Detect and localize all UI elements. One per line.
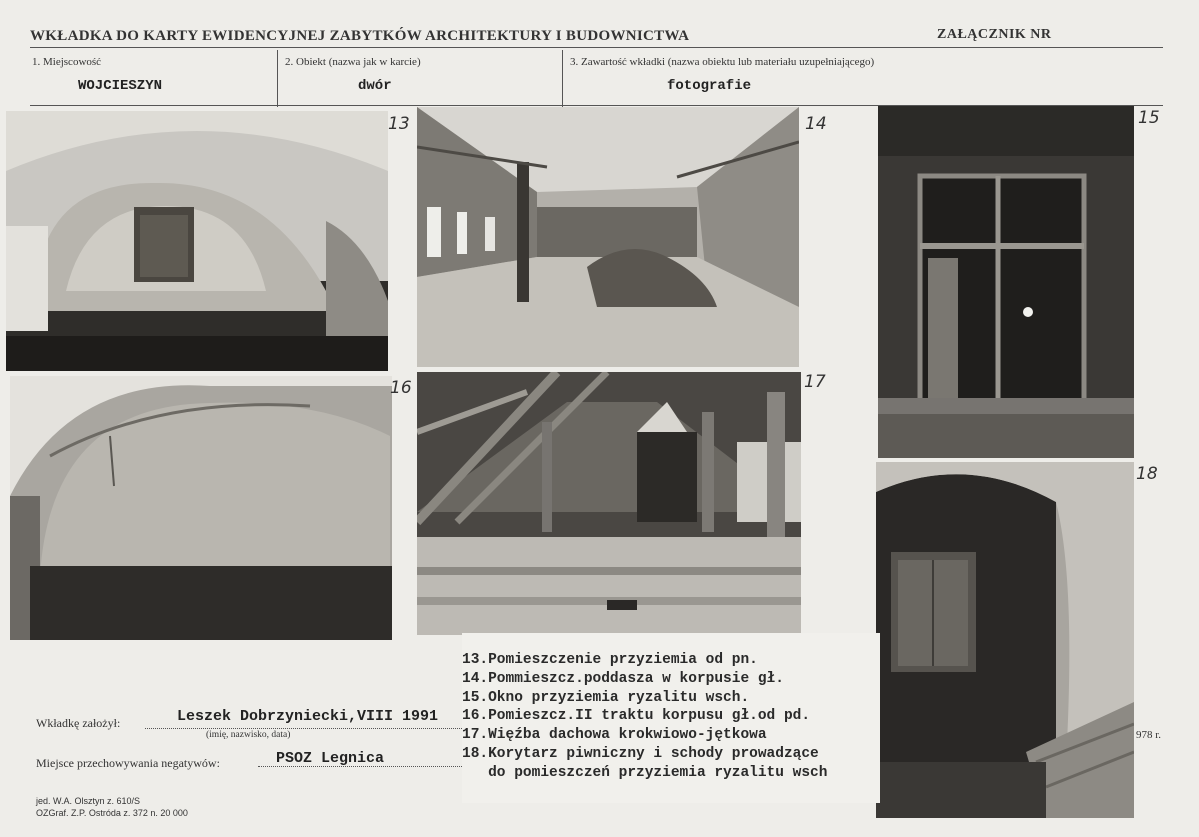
object-label: 2. Obiekt (nazwa jak w karcie): [285, 56, 421, 68]
contents-label: 3. Zawartość wkładki (nazwa obiektu lub materiału uzupełniającego): [570, 56, 875, 68]
year-fragment: 978 r.: [1136, 729, 1162, 741]
caption-label: [462, 633, 880, 803]
card-title: WKŁADKA DO KARTY EWIDENCYJNEJ ZABYTKÓW ARCHITEKTURY I BUDOWNICTWA: [30, 28, 690, 44]
photo-14: [417, 107, 799, 367]
photo-15: [878, 106, 1134, 458]
photo-14-number: 14: [805, 114, 827, 134]
object-value: dwór: [358, 78, 392, 94]
photo-18: [876, 462, 1134, 818]
author-line: [145, 728, 462, 729]
photo-15-number: 15: [1138, 108, 1160, 128]
photo-13-number: 13: [388, 114, 410, 134]
caption-line: 14.Pommieszcz.poddasza w korpusie gł.: [462, 670, 784, 687]
field-divider-1: [277, 50, 278, 107]
photo-16: [10, 376, 392, 640]
field-divider-2: [562, 50, 563, 107]
author-hint: (imię, nazwisko, data): [206, 730, 291, 740]
photo-18-number: 18: [1136, 464, 1158, 484]
caption-line: 15.Okno przyziemia ryzalitu wsch.: [462, 689, 750, 706]
annex-label: ZAŁĄCZNIK NR: [937, 27, 1052, 42]
photo-17-number: 17: [804, 372, 826, 392]
storage-value: PSOZ Legnica: [276, 750, 385, 767]
photo-16-number: 16: [390, 378, 412, 398]
print-info-2: OZGraf. Z.P. Ostróda z. 372 n. 20 000: [36, 808, 188, 818]
storage-label: Miejsce przechowywania negatywów:: [36, 756, 220, 770]
header-rule: [30, 47, 1163, 48]
caption-line: do pomieszczeń przyziemia ryzalitu wsch: [462, 764, 828, 781]
caption-line: 18.Korytarz piwniczny i schody prowadzące: [462, 745, 819, 762]
caption-line: 17.Więźba dachowa krokwiowo-jętkowa: [462, 727, 767, 744]
photo-13: [6, 111, 388, 371]
place-label: 1. Miejscowość: [32, 56, 102, 68]
print-info-1: jed. W.A. Olsztyn z. 610/S: [36, 796, 141, 806]
author-label: Wkładkę założył:: [36, 716, 121, 730]
place-value: WOJCIESZYN: [78, 78, 163, 94]
caption-line: 13.Pomieszczenie przyziemia od pn.: [462, 652, 758, 668]
contents-value: fotografie: [667, 78, 752, 94]
photo-17: [417, 372, 801, 635]
caption-line: 16.Pomieszcz.II traktu korpusu gł.od pd.: [462, 708, 811, 725]
author-value: Leszek Dobrzyniecki,VIII 1991: [177, 708, 439, 725]
